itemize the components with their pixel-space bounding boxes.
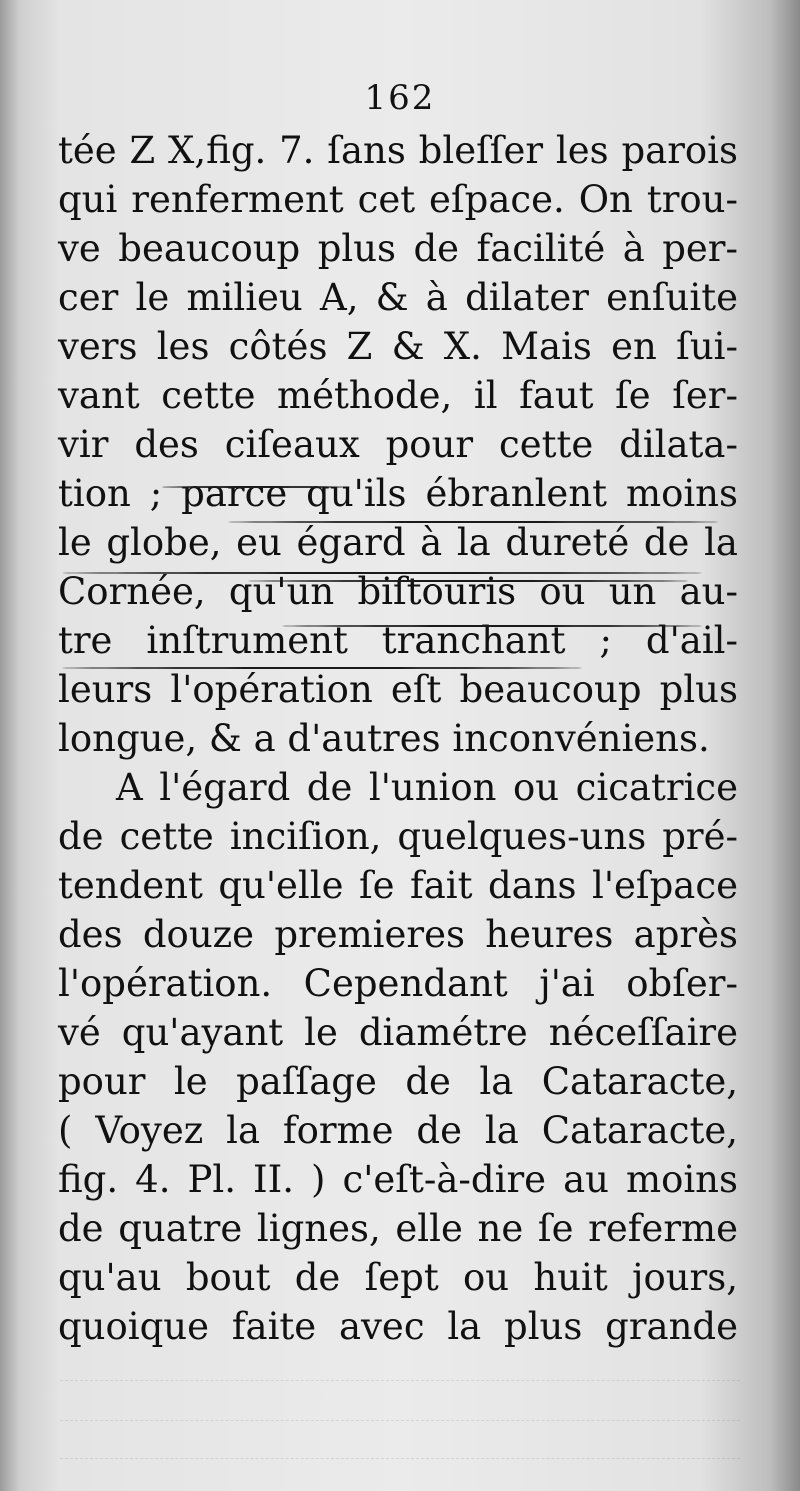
text-line: leurs l'opération eſt beaucoup plus (58, 668, 738, 711)
text-line: fig. 4. Pl. II. ) c'eſt-à-dire au moins (58, 1158, 738, 1201)
text-line: longue, & a d'autres inconvéniens. (58, 717, 710, 760)
pen-underline (248, 580, 688, 582)
text-line: vir des ciſeaux pour cette dilata- (58, 423, 738, 466)
text-line: ( Voyez la forme de la Cataracte, (58, 1109, 738, 1152)
text-line: qu'au bout de ſept ou huit jours, (58, 1256, 738, 1299)
text-line: A l'égard de l'union ou cicatrice (116, 766, 738, 809)
text-line: Cornée, qu'un biſtouris ou un au- (58, 570, 738, 613)
text-line: l'opération. Cependant j'ai obſer- (58, 962, 738, 1005)
text-line: quoique faite avec la plus grande (58, 1305, 738, 1348)
text-line: vant cette méthode, il faut ſe ſer- (58, 374, 738, 417)
text-line: de cette inciſion, quelques-uns pré- (58, 815, 738, 858)
bleed-through (60, 1380, 740, 1382)
pen-underline (162, 486, 350, 488)
text-line: cer le milieu A, & à dilater enſuite (58, 276, 738, 319)
text-line: tendent qu'elle ſe fait dans l'eſpace (58, 864, 738, 907)
text-block (58, 126, 738, 1351)
text-line: des douze premieres heures après (58, 913, 738, 956)
text-line: tion ; parce qu'ils ébranlent moins (58, 472, 738, 515)
text-line: de quatre lignes, elle ne ſe referme (58, 1207, 738, 1250)
pen-underline (62, 572, 702, 574)
page-number: 162 (364, 78, 436, 118)
bleed-through (60, 1420, 740, 1422)
pen-underline (62, 667, 582, 669)
pen-underline (228, 521, 718, 523)
bleed-through (60, 1458, 740, 1460)
text-line: tée Z X,fig. 7. ſans bleſſer les parois (58, 129, 738, 172)
text-line: vers les côtés Z & X. Mais en ſui- (58, 325, 738, 368)
text-line: qui renferment cet eſpace. On trou- (58, 178, 738, 221)
text-line: le globe, eu égard à la dureté de la (58, 521, 738, 564)
text-line: pour le paſſage de la Cataracte, (58, 1060, 738, 1103)
text-line: vé qu'ayant le diamétre néceſſaire (58, 1011, 738, 1054)
pen-underline (282, 625, 702, 627)
text-line: ve beaucoup plus de facilité à per- (58, 227, 738, 270)
text-line: tre inſtrument tranchant ; d'ail- (58, 619, 738, 662)
